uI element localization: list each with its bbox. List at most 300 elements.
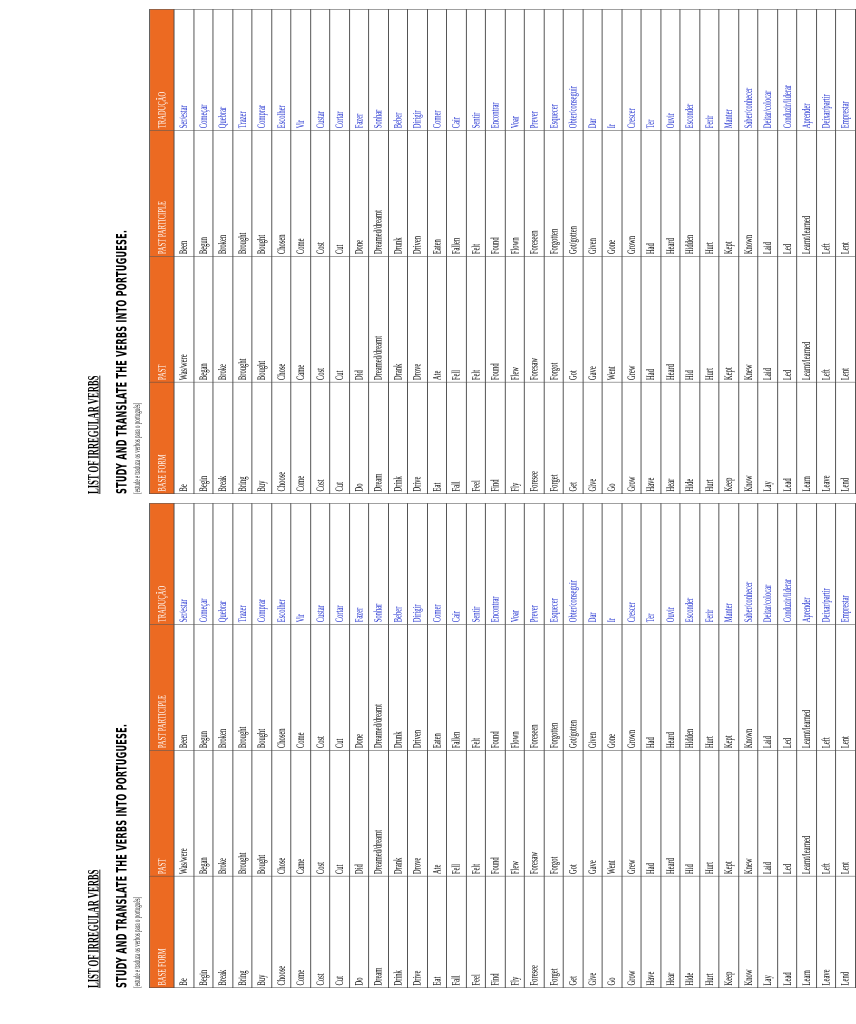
cell-base-form: Fly (505, 382, 524, 493)
table-row (252, 503, 271, 987)
cell-translation: Manter (719, 503, 738, 624)
cell-past: Got (563, 256, 582, 382)
cell-base-form: Hear (660, 876, 679, 987)
cell-past: Hid (680, 750, 699, 876)
table-row (194, 503, 213, 987)
cell-translation: Custar (310, 9, 329, 130)
cell-base-form: Cost (310, 876, 329, 987)
header-past-participle: PAST PARTICIPLE (150, 625, 174, 751)
cell-base-form: Foresee (524, 876, 543, 987)
cell-translation: Comer (427, 9, 446, 130)
cell-translation: Ser/estar (174, 9, 193, 130)
cell-base-form: Grow (622, 382, 641, 493)
cell-past-participle: Dreamed/dreamt (369, 131, 388, 257)
cell-past: Was/were (174, 256, 193, 382)
cell-base-form: Cost (310, 382, 329, 493)
cell-base-form: Be (174, 382, 193, 493)
cell-translation: Começar (194, 9, 213, 130)
doc-title: LIST OF IRREGULAR VERBS (84, 869, 103, 988)
cell-translation: Escolher (271, 503, 290, 624)
cell-translation: Dirigir (408, 9, 427, 130)
table-row (505, 503, 524, 987)
table-row (427, 503, 446, 987)
cell-past-participle: Led (777, 625, 796, 751)
cell-base-form: Keep (719, 382, 738, 493)
cell-past-participle: Got/gotten (563, 625, 582, 751)
cell-past: Had (641, 750, 660, 876)
cell-past-participle: Fallen (446, 625, 465, 751)
cell-past-participle: Cut (330, 131, 349, 257)
cell-base-form: Learn (797, 876, 816, 987)
cell-past-participle: Gone (602, 131, 621, 257)
table-row (777, 503, 796, 987)
cell-translation: Esquecer (544, 9, 563, 130)
cell-past: Drove (408, 750, 427, 876)
cell-translation: Emprestar (836, 503, 855, 624)
verb-list-copy-1 (84, 28, 852, 988)
table-row (738, 503, 757, 987)
cell-translation: Vir (291, 9, 310, 130)
cell-base-form: Have (641, 382, 660, 493)
cell-base-form: Keep (719, 876, 738, 987)
table-row (524, 503, 543, 987)
cell-base-form: Feel (466, 876, 485, 987)
cell-past: Dreamed/dreamt (369, 256, 388, 382)
table-row (797, 503, 816, 987)
cell-past: Foresaw (524, 256, 543, 382)
cell-past: Chose (271, 750, 290, 876)
cell-base-form: Break (213, 382, 232, 493)
cell-base-form: Get (563, 382, 582, 493)
cell-past-participle: Grown (622, 131, 641, 257)
table-row (816, 9, 835, 493)
table-row (836, 9, 855, 493)
cell-translation: Prever (524, 503, 543, 624)
cell-past-participle: Done (349, 131, 368, 257)
cell-base-form: Buy (252, 382, 271, 493)
cell-past: Fell (446, 750, 465, 876)
cell-base-form: Drink (388, 382, 407, 493)
cell-past-participle: Flown (505, 131, 524, 257)
cell-past: Went (602, 750, 621, 876)
table-row (641, 503, 660, 987)
cell-past-participle: Kept (719, 625, 738, 751)
cell-translation: Conduzir/liderar (777, 9, 796, 130)
table-row (408, 503, 427, 987)
doc-instruction: STUDY AND TRANSLATE THE VERBS INTO PORTUGUESE. (112, 229, 131, 494)
cell-base-form: Bring (232, 382, 251, 493)
cell-past-participle: Grown (622, 625, 641, 751)
cell-past-participle: Broken (213, 625, 232, 751)
cell-past: Broke (213, 256, 232, 382)
cell-base-form: Break (213, 876, 232, 987)
cell-past-participle: Bought (252, 131, 271, 257)
cell-past: Bought (252, 750, 271, 876)
cell-translation: Saber/conhecer (738, 9, 757, 130)
cell-past-participle: Had (641, 625, 660, 751)
table-row (816, 503, 835, 987)
cell-past: Drove (408, 256, 427, 382)
cell-past: Hid (680, 256, 699, 382)
cell-past-participle: Broken (213, 131, 232, 257)
cell-past: Kept (719, 750, 738, 876)
cell-past: Knew (738, 256, 757, 382)
cell-translation: Voar (505, 503, 524, 624)
cell-translation: Beber (388, 9, 407, 130)
table-row (446, 503, 465, 987)
cell-base-form: Cut (330, 382, 349, 493)
cell-past-participle: Chosen (271, 131, 290, 257)
cell-past: Cut (330, 256, 349, 382)
cell-translation: Prever (524, 9, 543, 130)
cell-base-form: Drive (408, 382, 427, 493)
cell-base-form: Do (349, 382, 368, 493)
cell-translation: Comer (427, 503, 446, 624)
cell-past-participle: Lent (836, 625, 855, 751)
cell-base-form: Find (485, 382, 504, 493)
cell-past-participle: Fallen (446, 131, 465, 257)
cell-base-form: Go (602, 382, 621, 493)
cell-past: Gave (583, 750, 602, 876)
cell-past-participle: Done (349, 625, 368, 751)
table-row (485, 503, 504, 987)
header-translation: TRADUÇÃO (150, 9, 174, 130)
cell-translation: Ferir (699, 503, 718, 624)
cell-past: Gave (583, 256, 602, 382)
table-row (680, 503, 699, 987)
cell-base-form: Be (174, 876, 193, 987)
cell-past: Chose (271, 256, 290, 382)
cell-past: Did (349, 750, 368, 876)
cell-base-form: Lend (836, 382, 855, 493)
cell-base-form: Leave (816, 876, 835, 987)
cell-past: Came (291, 256, 310, 382)
cell-past: Foresaw (524, 750, 543, 876)
cell-base-form: Choose (271, 382, 290, 493)
cell-base-form: Fall (446, 382, 465, 493)
doc-title: LIST OF IRREGULAR VERBS (84, 375, 103, 494)
table-row (310, 503, 329, 987)
cell-translation: Sentir (466, 503, 485, 624)
cell-translation: Cortar (330, 9, 349, 130)
cell-past: Dreamed/dreamt (369, 750, 388, 876)
cell-base-form: Eat (427, 876, 446, 987)
cell-translation: Sentir (466, 9, 485, 130)
cell-past: Flew (505, 256, 524, 382)
cell-translation: Deitar/colocar (758, 503, 777, 624)
cell-translation: Dar (583, 9, 602, 130)
cell-translation: Esconder (680, 9, 699, 130)
cell-translation: Encontrar (485, 503, 504, 624)
cell-translation: Deitar/colocar (758, 9, 777, 130)
cell-past: Hurt (699, 750, 718, 876)
cell-past: Broke (213, 750, 232, 876)
cell-base-form: Begin (194, 382, 213, 493)
cell-translation: Saber/conhecer (738, 503, 757, 624)
header-base-form: BASE FORM (150, 382, 174, 493)
cell-translation: Dar (583, 503, 602, 624)
table-row (836, 503, 855, 987)
cell-past-participle: Cut (330, 625, 349, 751)
cell-translation: Sonhar (369, 9, 388, 130)
table-row (291, 503, 310, 987)
header-row (150, 503, 174, 987)
table-row (349, 503, 368, 987)
table-row (174, 503, 193, 987)
doc-instruction: STUDY AND TRANSLATE THE VERBS INTO PORTUGUESE. (112, 723, 131, 988)
cell-past-participle: Forgotten (544, 131, 563, 257)
cell-past: Laid (758, 750, 777, 876)
table-row (466, 503, 485, 987)
cell-past: Learnt/learned (797, 750, 816, 876)
cell-base-form: Grow (622, 876, 641, 987)
cell-past: Got (563, 750, 582, 876)
cell-past-participle: Hurt (699, 625, 718, 751)
cell-past: Found (485, 750, 504, 876)
cell-past-participle: Begun (194, 131, 213, 257)
cell-base-form: Bring (232, 876, 251, 987)
header-past: PAST (150, 256, 174, 382)
cell-past-participle: Driven (408, 625, 427, 751)
cell-translation: Vir (291, 503, 310, 624)
table-row (583, 503, 602, 987)
cell-past: Began (194, 750, 213, 876)
cell-base-form: Leave (816, 382, 835, 493)
cell-past-participle: Hidden (680, 131, 699, 257)
cell-past: Felt (466, 256, 485, 382)
cell-past: Lent (836, 256, 855, 382)
cell-past: Left (816, 750, 835, 876)
cell-translation: Voar (505, 9, 524, 130)
cell-past-participle: Eaten (427, 625, 446, 751)
cell-translation: Obter/conseguir (563, 503, 582, 624)
cell-past: Hurt (699, 256, 718, 382)
cell-translation: Conduzir/liderar (777, 503, 796, 624)
cell-past-participle: Given (583, 625, 602, 751)
cell-past: Grew (622, 256, 641, 382)
cell-translation: Obter/conseguir (563, 9, 582, 130)
cell-translation: Esquecer (544, 503, 563, 624)
cell-past-participle: Hurt (699, 131, 718, 257)
cell-base-form: Cut (330, 876, 349, 987)
cell-base-form: Lend (836, 876, 855, 987)
cell-translation: Cair (446, 9, 465, 130)
cell-base-form: Begin (194, 876, 213, 987)
cell-translation: Fazer (349, 9, 368, 130)
cell-translation: Ouvir (660, 9, 679, 130)
cell-past-participle: Felt (466, 131, 485, 257)
cell-base-form: Dream (369, 876, 388, 987)
cell-base-form: Foresee (524, 382, 543, 493)
cell-past-participle: Bought (252, 625, 271, 751)
cell-past: Led (777, 750, 796, 876)
cell-base-form: Go (602, 876, 621, 987)
cell-past: Drank (388, 750, 407, 876)
table-row (232, 503, 251, 987)
table-row (758, 503, 777, 987)
cell-translation: Escolher (271, 9, 290, 130)
cell-past: Heard (660, 256, 679, 382)
cell-base-form: Give (583, 876, 602, 987)
cell-base-form: Come (291, 382, 310, 493)
cell-past: Kept (719, 256, 738, 382)
cell-translation: Encontrar (485, 9, 504, 130)
cell-past: Forgot (544, 256, 563, 382)
cell-base-form: Drive (408, 876, 427, 987)
cell-translation: Deixar/partir (816, 503, 835, 624)
cell-past: Began (194, 256, 213, 382)
cell-past: Forgot (544, 750, 563, 876)
cell-translation: Ir (602, 503, 621, 624)
cell-past-participle: Left (816, 625, 835, 751)
cell-past-participle: Heard (660, 625, 679, 751)
cell-past-participle: Forgotten (544, 625, 563, 751)
table-row (797, 9, 816, 493)
cell-past: Brought (232, 750, 251, 876)
cell-translation: Beber (388, 503, 407, 624)
cell-past-participle: Learnt/learned (797, 131, 816, 257)
cell-base-form: Hide (680, 876, 699, 987)
header-past: PAST (150, 750, 174, 876)
cell-base-form: Hide (680, 382, 699, 493)
cell-past-participle: Known (738, 625, 757, 751)
cell-base-form: Hear (660, 382, 679, 493)
cell-base-form: Give (583, 382, 602, 493)
cell-past: Drank (388, 256, 407, 382)
cell-translation: Ferir (699, 9, 718, 130)
cell-past: Ate (427, 750, 446, 876)
cell-base-form: Fall (446, 876, 465, 987)
cell-translation: Trazer (232, 503, 251, 624)
cell-base-form: Fly (505, 876, 524, 987)
table-row (388, 503, 407, 987)
cell-translation: Quebrar (213, 9, 232, 130)
cell-base-form: Forget (544, 382, 563, 493)
cell-past: Led (777, 256, 796, 382)
cell-past: Found (485, 256, 504, 382)
table-row (369, 503, 388, 987)
table-row (213, 503, 232, 987)
doc-note: [estude e traduza os verbos para o português] (132, 402, 143, 494)
cell-past-participle: Lent (836, 131, 855, 257)
cell-translation: Dirigir (408, 503, 427, 624)
cell-translation: Crescer (622, 503, 641, 624)
cell-translation: Ir (602, 9, 621, 130)
cell-past: Grew (622, 750, 641, 876)
cell-past-participle: Foreseen (524, 625, 543, 751)
table-row (602, 503, 621, 987)
cell-past-participle: Brought (232, 131, 251, 257)
cell-past-participle: Been (174, 131, 193, 257)
cell-past-participle: Hidden (680, 625, 699, 751)
cell-translation: Trazer (232, 9, 251, 130)
table-row (660, 503, 679, 987)
cell-base-form: Drink (388, 876, 407, 987)
cell-past: Did (349, 256, 368, 382)
cell-past-participle: Heard (660, 131, 679, 257)
cell-translation: Ter (641, 503, 660, 624)
cell-past: Left (816, 256, 835, 382)
cell-base-form: Learn (797, 382, 816, 493)
cell-past: Had (641, 256, 660, 382)
cell-past-participle: Found (485, 131, 504, 257)
cell-base-form: Feel (466, 382, 485, 493)
cell-past-participle: Cost (310, 625, 329, 751)
cell-past: Knew (738, 750, 757, 876)
cell-base-form: Lead (777, 876, 796, 987)
cell-translation: Quebrar (213, 503, 232, 624)
cell-past-participle: Left (816, 131, 835, 257)
cell-base-form: Know (738, 876, 757, 987)
cell-translation: Ser/estar (174, 503, 193, 624)
cell-past-participle: Kept (719, 131, 738, 257)
table-row (622, 503, 641, 987)
table-row (699, 503, 718, 987)
cell-past-participle: Led (777, 131, 796, 257)
cell-translation: Ouvir (660, 503, 679, 624)
header-past-participle: PAST PARTICIPLE (150, 131, 174, 257)
cell-past: Ate (427, 256, 446, 382)
cell-translation: Cair (446, 503, 465, 624)
cell-past-participle: Found (485, 625, 504, 751)
cell-translation: Deixar/partir (816, 9, 835, 130)
cell-past-participle: Felt (466, 625, 485, 751)
cell-past: Felt (466, 750, 485, 876)
cell-past-participle: Had (641, 131, 660, 257)
cell-past: Brought (232, 256, 251, 382)
cell-past: Heard (660, 750, 679, 876)
cell-past: Learnt/learned (797, 256, 816, 382)
cell-base-form: Eat (427, 382, 446, 493)
cell-past-participle: Known (738, 131, 757, 257)
cell-past-participle: Come (291, 131, 310, 257)
cell-translation: Aprender (797, 9, 816, 130)
cell-past-participle: Cost (310, 131, 329, 257)
cell-base-form: Know (738, 382, 757, 493)
cell-translation: Esconder (680, 503, 699, 624)
cell-translation: Fazer (349, 503, 368, 624)
cell-base-form: Dream (369, 382, 388, 493)
cell-past-participle: Come (291, 625, 310, 751)
cell-base-form: Lead (777, 382, 796, 493)
cell-past: Came (291, 750, 310, 876)
cell-past-participle: Brought (232, 625, 251, 751)
doc-note: [estude e traduza os verbos para o português] (132, 896, 143, 988)
cell-translation: Comprar (252, 9, 271, 130)
cell-past-participle: Been (174, 625, 193, 751)
cell-past-participle: Flown (505, 625, 524, 751)
cell-translation: Começar (194, 503, 213, 624)
cell-past: Fell (446, 256, 465, 382)
table-row (544, 503, 563, 987)
cell-past-participle: Given (583, 131, 602, 257)
cell-past-participle: Begun (194, 625, 213, 751)
cell-translation: Manter (719, 9, 738, 130)
table-row (719, 503, 738, 987)
cell-translation: Cortar (330, 503, 349, 624)
cell-past-participle: Dreamed/dreamt (369, 625, 388, 751)
cell-past-participle: Chosen (271, 625, 290, 751)
cell-past: Went (602, 256, 621, 382)
cell-past: Cut (330, 750, 349, 876)
cell-past-participle: Learnt/learned (797, 625, 816, 751)
cell-base-form: Get (563, 876, 582, 987)
cell-past: Bought (252, 256, 271, 382)
cell-past-participle: Gone (602, 625, 621, 751)
cell-base-form: Choose (271, 876, 290, 987)
cell-past: Cost (310, 750, 329, 876)
cell-past: Lent (836, 750, 855, 876)
